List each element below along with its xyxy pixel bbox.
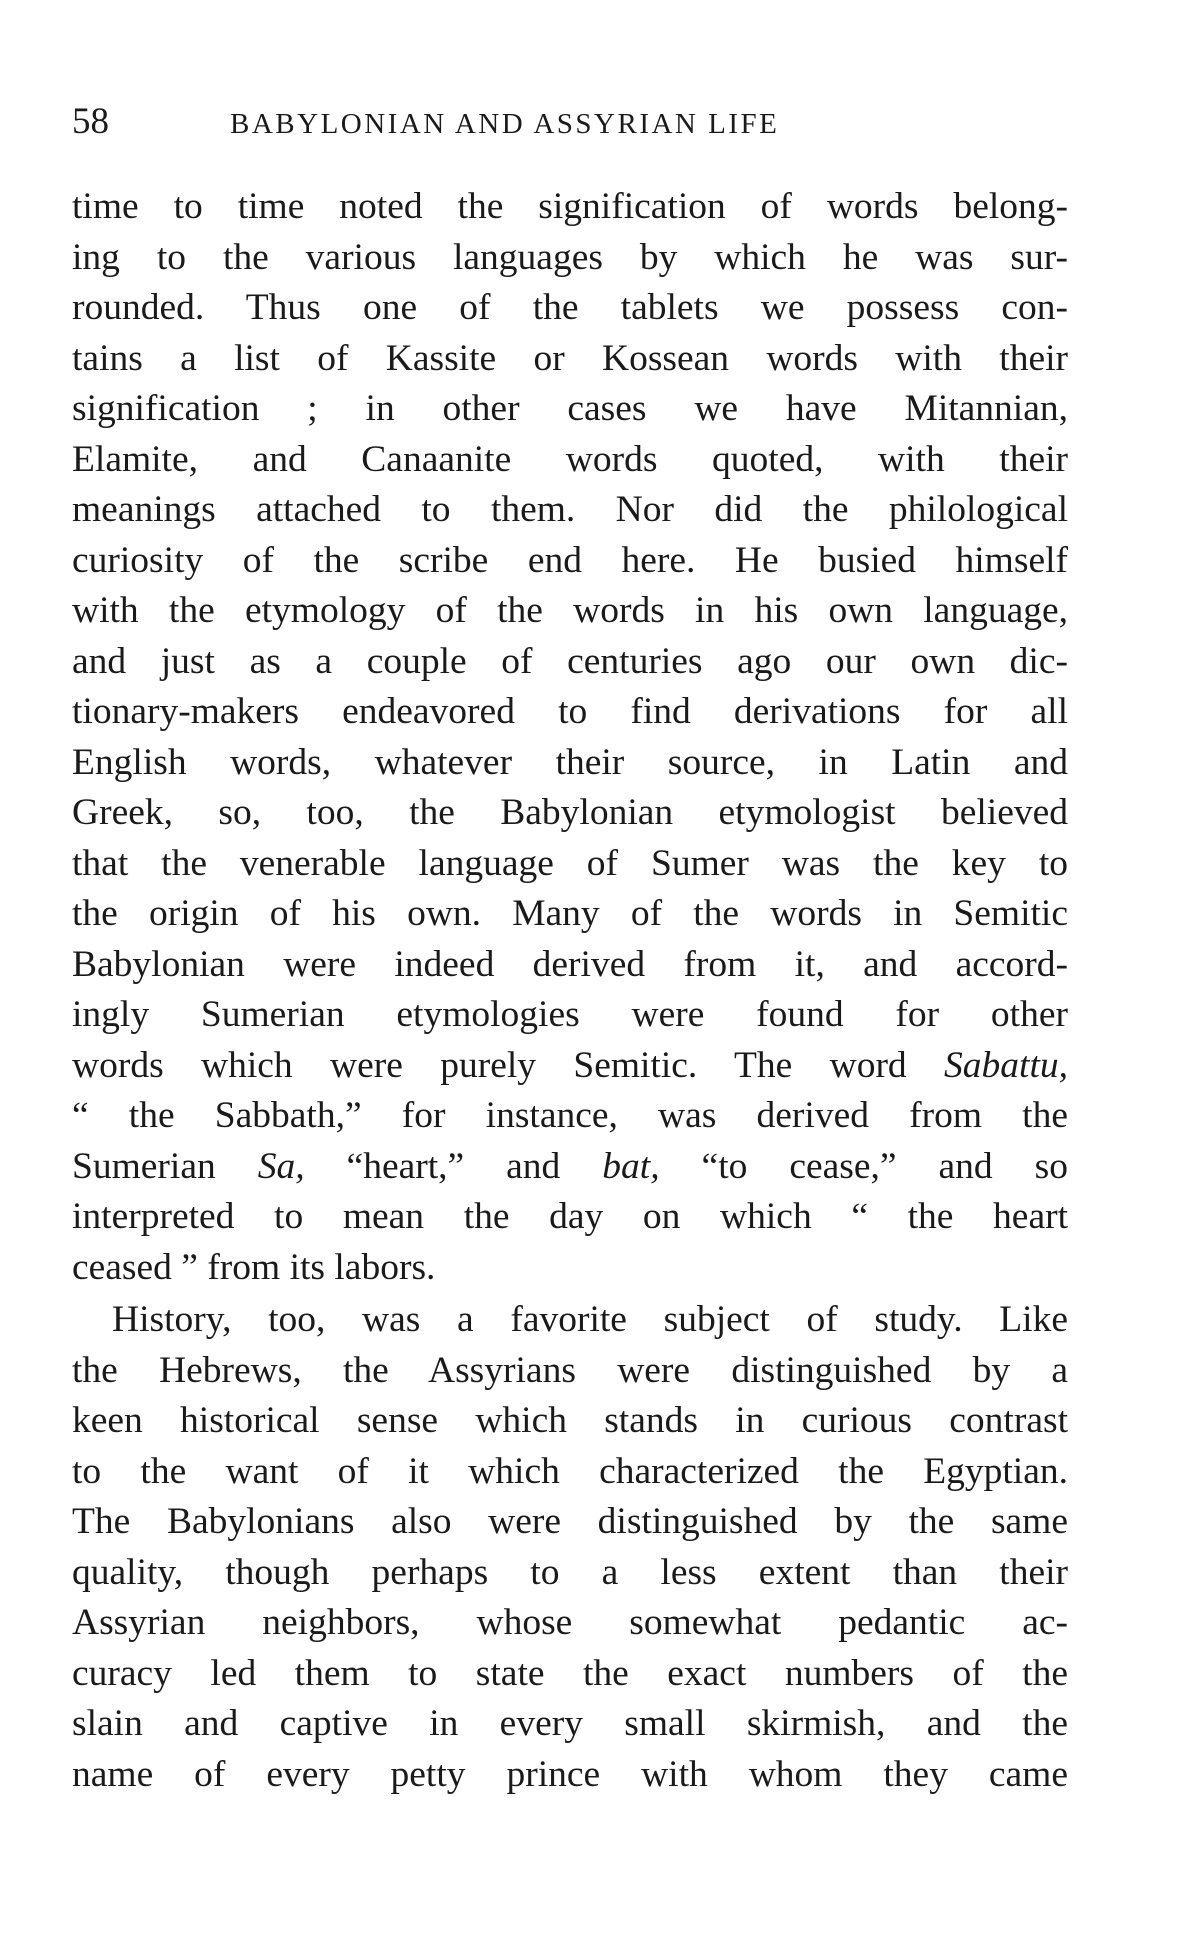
text-line: History, too, was a favorite subject of study. Like bbox=[112, 1299, 1068, 1340]
text-line bbox=[72, 1041, 1068, 1092]
text-line: to the want of it which characterized the Egyptian. bbox=[72, 1450, 1068, 1492]
text-line: curiosity of the scribe end here. He busied himself bbox=[72, 539, 1068, 581]
italic-term: Sabattu, bbox=[944, 1044, 1068, 1086]
text-line: tionary-makers endeavored to find derivations for all bbox=[72, 691, 1068, 732]
text-line: “ the Sabbath,” for instance, was derived from the bbox=[72, 1095, 1068, 1136]
text-line: that the venerable language of Sumer was the key to bbox=[72, 842, 1068, 884]
italic-term: Sa, bbox=[257, 1145, 305, 1187]
text-line: Babylonian were indeed derived from it, and accord- bbox=[72, 943, 1068, 985]
page-number: 58 bbox=[72, 101, 109, 142]
running-header bbox=[72, 100, 1068, 144]
italic-term: bat, bbox=[602, 1145, 660, 1187]
text-line: the Hebrews, the Assyrians were distinguished by a bbox=[72, 1349, 1068, 1391]
text-line: meanings attached to them. Nor did the philological bbox=[72, 489, 1068, 530]
body-text bbox=[72, 182, 1068, 1800]
text-line: English words, whatever their source, in Latin and bbox=[72, 741, 1068, 783]
text-line: keen historical sense which stands in curious contrast bbox=[72, 1400, 1068, 1441]
text-line: and just as a couple of centuries ago our own dic- bbox=[72, 640, 1068, 682]
text-line: ceased ” from its labors. bbox=[72, 1246, 436, 1288]
text-line: The Babylonians also were distinguished by the same bbox=[72, 1501, 1068, 1542]
text-line: Assyrian neighbors, whose somewhat pedantic ac- bbox=[72, 1602, 1068, 1643]
text-line: quality, though perhaps to a less extent than their bbox=[72, 1551, 1068, 1593]
text-line: slain and captive in every small skirmish, and the bbox=[72, 1703, 1068, 1744]
text-line: with the etymology of the words in his own language, bbox=[72, 590, 1068, 631]
text-run: “heart,” and bbox=[304, 1145, 603, 1187]
text-line: the origin of his own. Many of the words in Semitic bbox=[72, 893, 1068, 934]
text-run: Sumerian bbox=[72, 1145, 258, 1187]
text-line: time to time noted the signification of words belong- bbox=[72, 186, 1068, 227]
text-line: interpreted to mean the day on which “ the heart bbox=[72, 1196, 1068, 1237]
paragraph bbox=[72, 182, 1068, 1293]
text-line: Elamite, and Canaanite words quoted, with their bbox=[72, 438, 1068, 480]
text-line: ing to the various languages by which he was sur- bbox=[72, 236, 1068, 278]
running-title: BABYLONIAN AND ASSYRIAN LIFE bbox=[230, 108, 780, 140]
text-line: signification ; in other cases we have Mitannian, bbox=[72, 388, 1068, 429]
text-line bbox=[72, 1142, 1068, 1193]
text-run: “to cease,” and so bbox=[659, 1145, 1068, 1187]
paragraph bbox=[72, 1295, 1068, 1800]
text-line: ingly Sumerian etymologies were found for other bbox=[72, 994, 1068, 1035]
text-line: name of every petty prince with whom they came bbox=[72, 1753, 1068, 1795]
text-line: rounded. Thus one of the tablets we possess con- bbox=[72, 287, 1068, 328]
text-line: curacy led them to state the exact numbers of the bbox=[72, 1652, 1068, 1694]
text-run: words which were purely Semitic. The word bbox=[72, 1044, 945, 1086]
text-line: Greek, so, too, the Babylonian etymologist believed bbox=[72, 792, 1068, 833]
text-line: tains a list of Kassite or Kossean words with their bbox=[72, 337, 1068, 379]
